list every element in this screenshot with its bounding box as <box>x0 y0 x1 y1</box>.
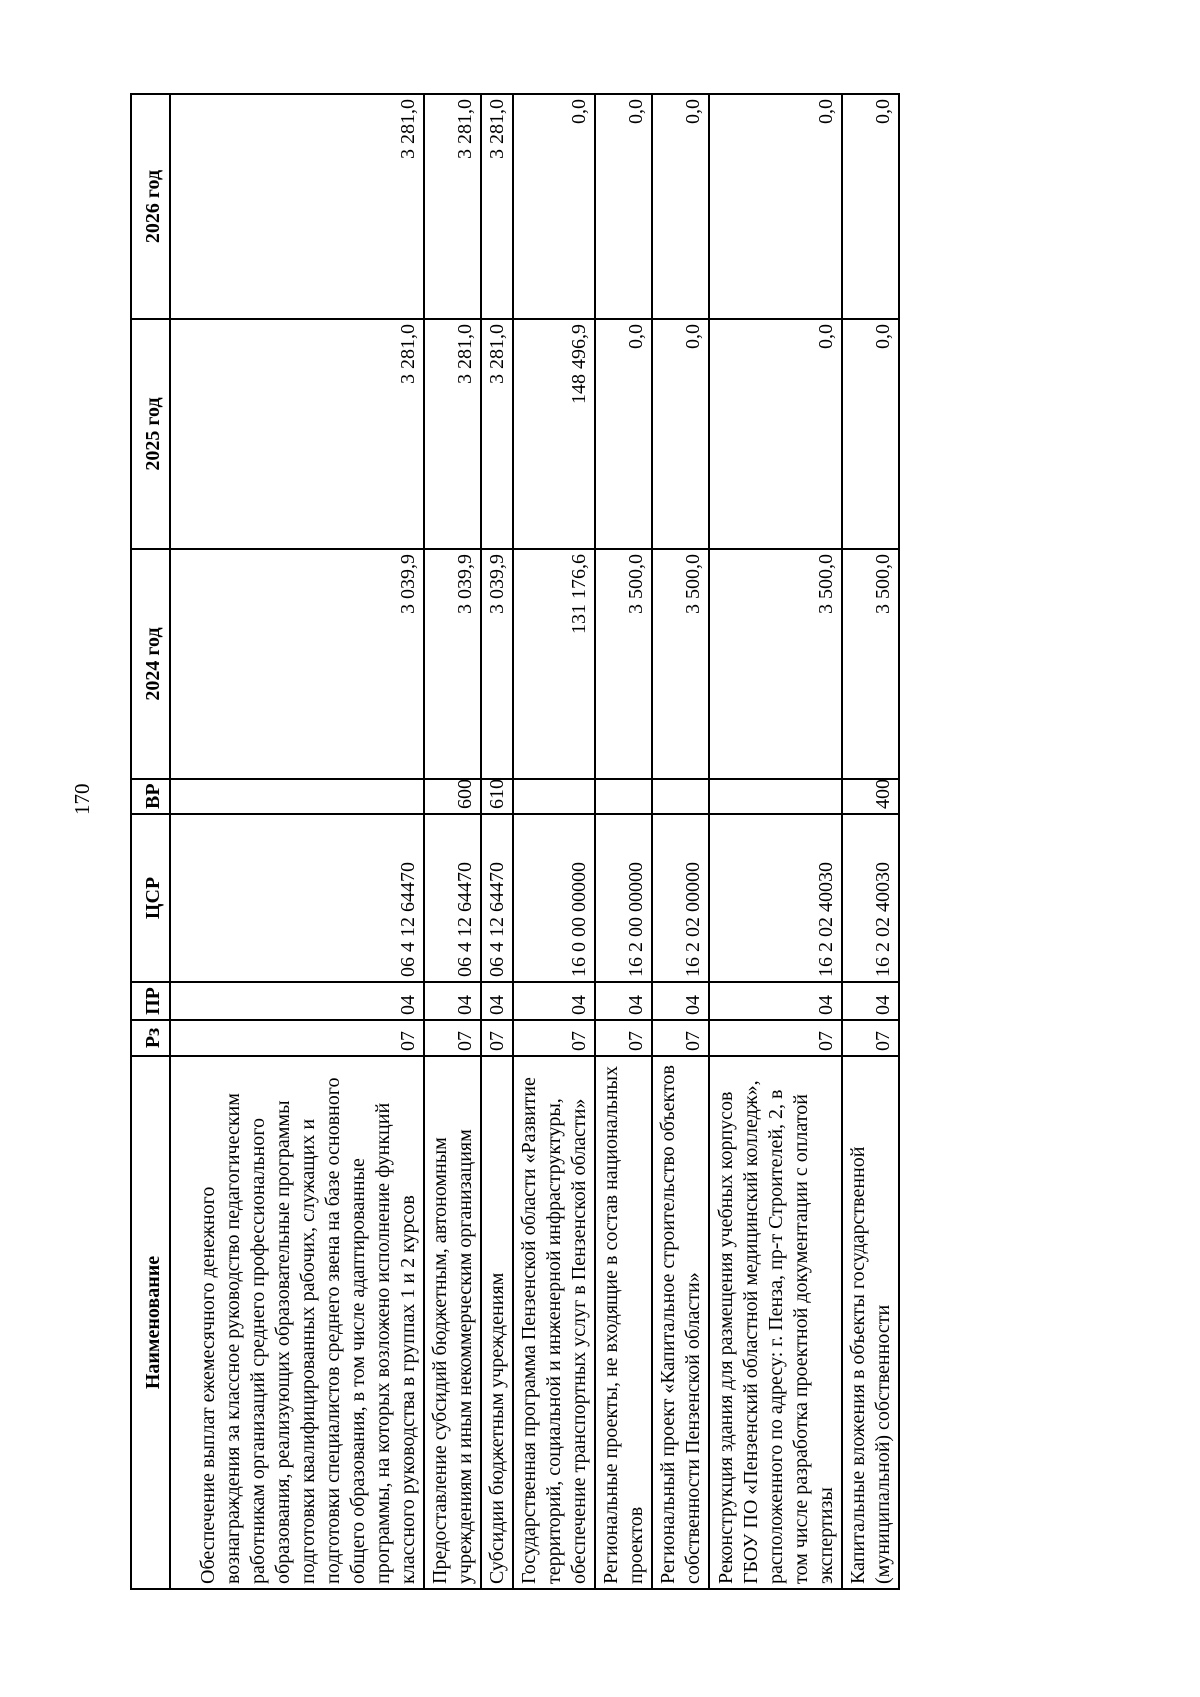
row-rz: 07 <box>170 1020 424 1056</box>
row-2026: 0,0 <box>842 94 899 319</box>
table-row <box>513 94 595 1589</box>
row-csr: 16 2 00 00000 <box>595 814 652 982</box>
row-pr: 04 <box>709 982 842 1020</box>
row-vr <box>652 779 709 814</box>
row-2024: 3 500,0 <box>709 549 842 779</box>
row-pr: 04 <box>170 982 424 1020</box>
row-name: Реконструкция здания для размещения учебных корпусов ГБОУ ПО «Пензенский областной медицинский колледж», расположенного по адресу: г. Пенза, пр-т Строителей, 2, в том числе разработка проектной документации с оплатой экспертизы <box>709 1056 842 1589</box>
row-name: Предоставление субсидий бюджетным, автономным учреждениям и иным некоммерческим организациям <box>424 1056 481 1589</box>
row-2026: 0,0 <box>595 94 652 319</box>
row-vr <box>170 779 424 814</box>
row-rz: 07 <box>424 1020 481 1056</box>
row-pr: 04 <box>842 982 899 1020</box>
header-2025: 2025 год <box>131 319 170 549</box>
row-2024: 3 500,0 <box>652 549 709 779</box>
row-name: Региональные проекты, не входящие в состав национальных проектов <box>595 1056 652 1589</box>
budget-table <box>130 93 900 1590</box>
row-2025: 0,0 <box>709 319 842 549</box>
row-2024: 3 039,9 <box>481 549 513 779</box>
row-2024: 3 500,0 <box>595 549 652 779</box>
row-pr: 04 <box>652 982 709 1020</box>
row-2026: 0,0 <box>513 94 595 319</box>
table-row <box>424 94 481 1589</box>
row-csr: 16 2 02 00000 <box>652 814 709 982</box>
row-2024: 3 039,9 <box>170 549 424 779</box>
row-2025: 3 281,0 <box>424 319 481 549</box>
page-number: 170 <box>70 783 94 815</box>
row-2025: 3 281,0 <box>481 319 513 549</box>
row-rz: 07 <box>595 1020 652 1056</box>
header-rz: Рз <box>131 1020 170 1056</box>
row-2026: 3 281,0 <box>424 94 481 319</box>
header-pr: ПР <box>131 982 170 1020</box>
row-csr: 16 2 02 40030 <box>709 814 842 982</box>
row-pr: 04 <box>595 982 652 1020</box>
row-csr: 06 4 12 64470 <box>170 814 424 982</box>
row-2024: 3 039,9 <box>424 549 481 779</box>
row-2026: 3 281,0 <box>170 94 424 319</box>
row-csr: 06 4 12 64470 <box>424 814 481 982</box>
row-csr: 16 0 00 00000 <box>513 814 595 982</box>
row-vr: 600 <box>424 779 481 814</box>
row-2025: 0,0 <box>842 319 899 549</box>
table-row <box>842 94 899 1589</box>
row-vr: 400 <box>842 779 899 814</box>
row-2025: 148 496,9 <box>513 319 595 549</box>
row-2025: 0,0 <box>595 319 652 549</box>
row-pr: 04 <box>424 982 481 1020</box>
row-csr: 16 2 02 40030 <box>842 814 899 982</box>
row-name: Капитальные вложения в объекты государственной (муниципальной) собственности <box>842 1056 899 1589</box>
row-rz: 07 <box>513 1020 595 1056</box>
row-name: Региональный проект «Капитальное строительство объектов собственности Пензенской области» <box>652 1056 709 1589</box>
header-2024: 2024 год <box>131 549 170 779</box>
table-row <box>709 94 842 1589</box>
row-name: Государственная программа Пензенской области «Развитие территорий, социальной и инженерной инфраструктуры, обеспечение транспортных услуг в Пензенской области» <box>513 1056 595 1589</box>
table-row <box>595 94 652 1589</box>
row-vr <box>709 779 842 814</box>
row-rz: 07 <box>842 1020 899 1056</box>
table-row <box>481 94 513 1589</box>
row-2025: 3 281,0 <box>170 319 424 549</box>
table-row <box>652 94 709 1589</box>
row-name: Обеспечение выплат ежемесячного денежного вознаграждения за классное руководство педагогическим работникам организаций среднего профессионального образования, реализующих образовательные программы подготовки квалифицированных рабочих, служащих и подготовки специалистов среднего звена на базе основного общего образования, в том числе адаптированные программы, на которых возложено исполнение функций классного руководства в группах 1 и 2 курсов <box>170 1056 424 1589</box>
rotated-table-container <box>130 95 900 1590</box>
row-csr: 06 4 12 64470 <box>481 814 513 982</box>
header-vr: ВР <box>131 779 170 814</box>
table-header-row <box>131 94 170 1589</box>
row-2026: 0,0 <box>652 94 709 319</box>
row-rz: 07 <box>481 1020 513 1056</box>
row-2026: 0,0 <box>709 94 842 319</box>
table-row <box>170 94 424 1589</box>
row-2026: 3 281,0 <box>481 94 513 319</box>
row-vr: 610 <box>481 779 513 814</box>
row-vr <box>513 779 595 814</box>
row-rz: 07 <box>652 1020 709 1056</box>
row-pr: 04 <box>513 982 595 1020</box>
row-pr: 04 <box>481 982 513 1020</box>
row-2025: 0,0 <box>652 319 709 549</box>
row-vr <box>595 779 652 814</box>
header-name: Наименование <box>131 1056 170 1589</box>
row-name: Субсидии бюджетным учреждениям <box>481 1056 513 1589</box>
row-2024: 3 500,0 <box>842 549 899 779</box>
header-csr: ЦСР <box>131 814 170 982</box>
row-2024: 131 176,6 <box>513 549 595 779</box>
row-rz: 07 <box>709 1020 842 1056</box>
header-2026: 2026 год <box>131 94 170 319</box>
